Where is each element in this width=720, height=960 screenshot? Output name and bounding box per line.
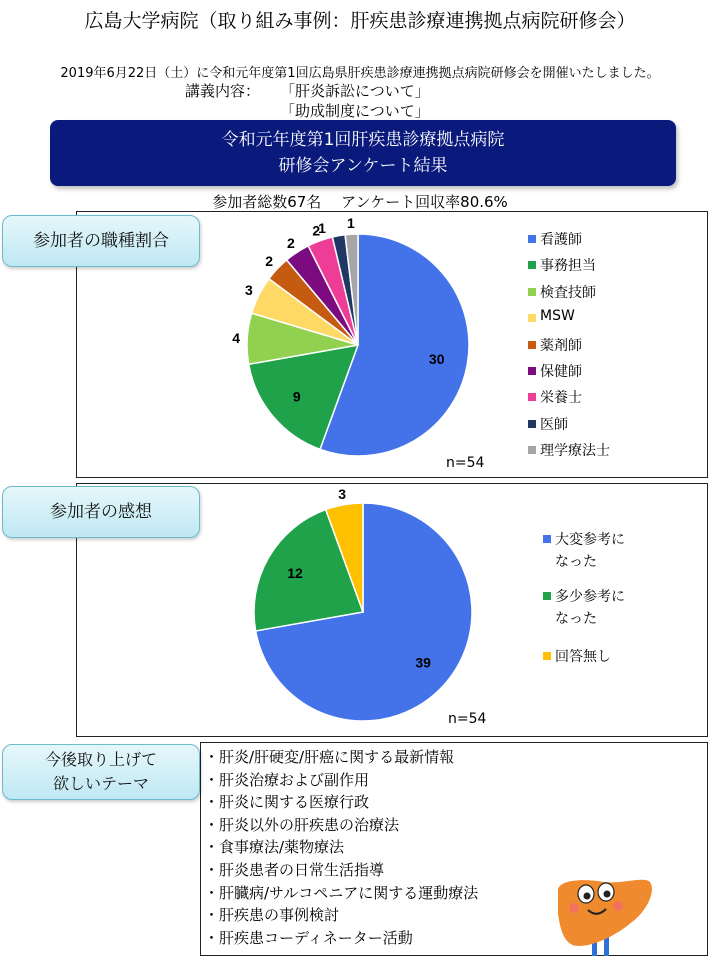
occupation-legend-label: 栄養士 bbox=[540, 390, 582, 407]
themes-section-label bbox=[2, 744, 200, 800]
impression-legend-label: 多少参考に なった bbox=[555, 589, 625, 627]
occupation-legend-label: MSW bbox=[540, 308, 575, 325]
impression-section-label: 参加者の感想 bbox=[2, 486, 200, 538]
theme-item: ・肝炎に関する医療行政 bbox=[204, 793, 370, 812]
themes-label-line: 今後取り上げて bbox=[44, 750, 157, 769]
occupation-data-label: 30 bbox=[428, 350, 445, 367]
occupation-data-label: 2 bbox=[312, 222, 321, 239]
occupation-data-label: 1 bbox=[318, 220, 326, 236]
lecture-label: 講義内容： bbox=[185, 82, 261, 100]
banner-line: 令和元年度第1回肝疾患診療拠点病院 bbox=[221, 130, 505, 150]
impression-data-label: 3 bbox=[338, 485, 347, 502]
themes-label-line: 欲しいテーマ bbox=[52, 774, 149, 793]
occupation-data-label: 3 bbox=[244, 282, 253, 299]
occupation-legend-label: 薬剤師 bbox=[540, 337, 582, 354]
theme-item: ・肝臓病/サルコペニアに関する運動療法 bbox=[204, 883, 479, 902]
impression-legend-item bbox=[543, 586, 625, 630]
theme-item: ・肝疾患コーディネーター活動 bbox=[204, 928, 413, 947]
impression-legend-item bbox=[543, 646, 611, 668]
impression-legend-label: 回答無し bbox=[555, 649, 611, 665]
occupation-legend-label: 検査技師 bbox=[540, 284, 596, 301]
theme-item: ・食事療法/薬物療法 bbox=[204, 838, 345, 857]
liver-mascot-icon bbox=[552, 874, 656, 958]
impression-legend-swatch bbox=[543, 592, 551, 600]
occupation-data-label: 4 bbox=[232, 329, 241, 346]
theme-item: ・肝疾患の事例検討 bbox=[204, 906, 340, 925]
impression-legend-swatch bbox=[543, 535, 551, 543]
theme-item: ・肝炎治療および副作用 bbox=[204, 770, 370, 789]
occupation-data-label: 9 bbox=[292, 388, 301, 405]
impression-data-label: 39 bbox=[415, 654, 431, 671]
lecture-topic: 「助成制度について」 bbox=[280, 102, 430, 120]
impression-sample-size: n=54 bbox=[448, 711, 487, 727]
banner-line: 研修会アンケート結果 bbox=[278, 156, 448, 176]
page-title: 広島大学病院（取り組み事例：肝疾患診療連携拠点病院研修会） bbox=[84, 10, 636, 32]
theme-item: ・肝炎/肝硬変/肝癌に関する最新情報 bbox=[204, 748, 455, 766]
occupation-legend-label: 理学療法士 bbox=[540, 443, 610, 460]
theme-item: ・肝炎患者の日常生活指導 bbox=[204, 860, 385, 879]
occupation-legend-label: 保健師 bbox=[540, 363, 582, 380]
impression-data-label: 12 bbox=[287, 564, 303, 581]
impression-legend-swatch bbox=[543, 652, 551, 660]
occupation-data-label: 1 bbox=[347, 215, 355, 232]
occupation-sample-size: n=54 bbox=[446, 455, 485, 471]
impression-legend-label: 大変参考に なった bbox=[555, 532, 625, 570]
occupation-data-label: 2 bbox=[287, 234, 295, 251]
occupation-legend-label: 医師 bbox=[540, 416, 568, 433]
occupation-section-label: 参加者の職種割合 bbox=[2, 215, 200, 267]
survey-summary: 参加者総数67名 アンケート回収率80.6% bbox=[212, 193, 508, 211]
theme-item: ・肝炎以外の肝疾患の治療法 bbox=[204, 815, 400, 834]
occupation-legend-label: 事務担当 bbox=[540, 258, 596, 275]
themes-list bbox=[204, 746, 478, 949]
lecture-topic: 「肝炎訴訟について」 bbox=[280, 82, 430, 100]
occupation-legend-label: 看護師 bbox=[540, 232, 582, 248]
impression-legend-item bbox=[543, 529, 625, 573]
intro-text: 2019年6月22日（土）に令和元年度第1回広島県肝疾患診療連携拠点病院研修会を開催いたしました。 bbox=[60, 66, 660, 81]
occupation-data-label: 2 bbox=[265, 253, 274, 270]
